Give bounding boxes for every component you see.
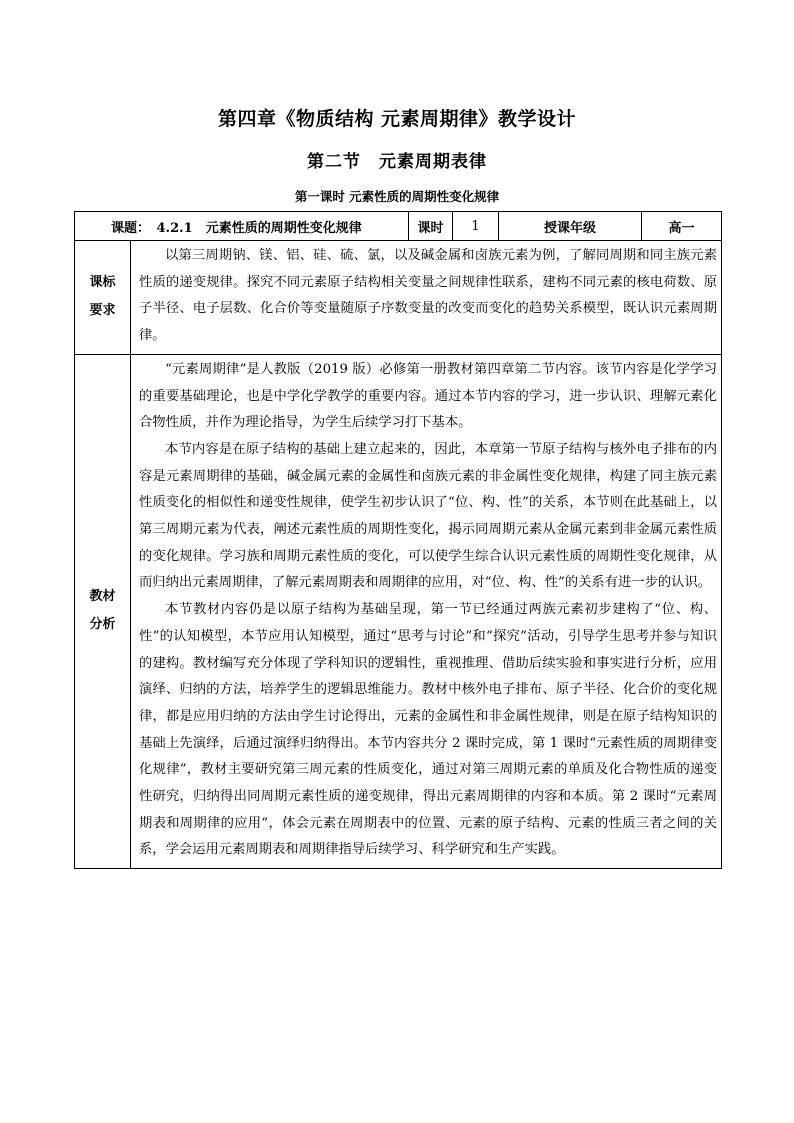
grade-label: 授课年级: [499, 212, 642, 241]
textbook-paragraph: 本节内容是在原子结构的基础上建立起来的，因此，本章第一节原子结构与核外电子排布的内容是元素周期律的基础，碱金属元素的金属性和卤族元素的非金属性变化规律，构建了同主族元素性质变化的相似性和递变性规律，使学生初步认识了“位、构、性”的关系，本节则在此基础上，以第三周期元素为代表，阐述元素性质的周期性变化，揭示同周期元素从金属元素到非金属元素性质的变化规律。学习族和周期元素性质的变化，可以使学生综合认识元素性质的周期性变化规律，从而归纳出元素周期律，了解元素周期表和周期律的应用，对“位、构、性”的关系有进一步的认识。: [139, 441, 718, 591]
lesson-plan-table: [74, 211, 722, 869]
header-row: [75, 212, 722, 241]
topic-cell: 课题： 4.2.1 元素性质的周期性变化规律: [75, 212, 409, 241]
curriculum-row: [75, 241, 722, 355]
curriculum-label: [75, 241, 131, 355]
curriculum-content: [131, 241, 722, 355]
textbook-content: [131, 354, 722, 868]
textbook-paragraph: “元素周期律”是人教版（2019 版）必修第一册教材第四章第二节内容。该节内容是化学学习的重要基础理论，也是中学化学教学的重要内容。通过本节内容的学习，进一步认识、理解元素化合物性质，并作为理论指导，为学生后续学习打下基本。: [139, 361, 718, 431]
textbook-label-line2: 分析: [89, 617, 116, 633]
textbook-label-line1: 教材: [89, 589, 116, 605]
grade-value: 高一: [642, 212, 722, 241]
textbook-label: [75, 354, 131, 868]
section-title: 第二节 元素周期表律: [307, 152, 487, 172]
document-title: 第四章《物质结构 元素周期律》教学设计: [217, 108, 577, 130]
textbook-paragraph: 本节教材内容仍是以原子结构为基础呈现，第一节已经通过两族元素初步建构了“位、构、性”的认知模型，本节应用认知模型，通过“思考与讨论”和“探究”活动，引导学生思考并参与知识的建构。教材编写充分体现了学科知识的逻辑性，重视推理、借助后续实验和事实进行分析，应用演绎、归纳的方法，培养学生的逻辑思维能力。教材中核外电子排布、原子半径、化合价的变化规律，都是应用归纳的方法由学生讨论得出，元素的金属性和非金属性规律，则是在原子结构知识的基础上先演绎，后通过演绎归纳得出。本节内容共分 2 课时完成，第 1 课时“元素性质的周期律变化规律”，教材主要研究第三周元素的性质变化，通过对第三周期元素的单质及化合物性质的递变性研究，归纳得出同周期元素性质的递变规律，得出元素周期律的内容和本质。第 2 课时“元素周期表和周期律的应用”，体会元素在周期表中的位置、元素的原子结构、元素的性质三者之间的关系，学会运用元素周期表和周期律指导后续学习、科学研究和生产实践。: [139, 602, 718, 858]
curriculum-label-line2: 要求: [89, 303, 116, 319]
lesson-title: 第一课时 元素性质的周期性变化规律: [294, 189, 500, 204]
textbook-row: [75, 354, 722, 868]
curriculum-label-line1: 课标: [89, 275, 116, 291]
hours-label: 课时: [409, 212, 453, 241]
hours-value: 1: [453, 212, 499, 241]
curriculum-text: 以第三周期钠、镁、铝、硅、硫、氯，以及碱金属和卤族元素为例，了解同周期和同主族元素性质的递变规律。探究不同元素原子结构相关变量之间规律性联系，建构不同元素的核电荷数、原子半径、电子层数、化合价等变量随原子序数变量的改变而变化的趋势关系模型，既认识元素周期律。: [139, 248, 718, 344]
